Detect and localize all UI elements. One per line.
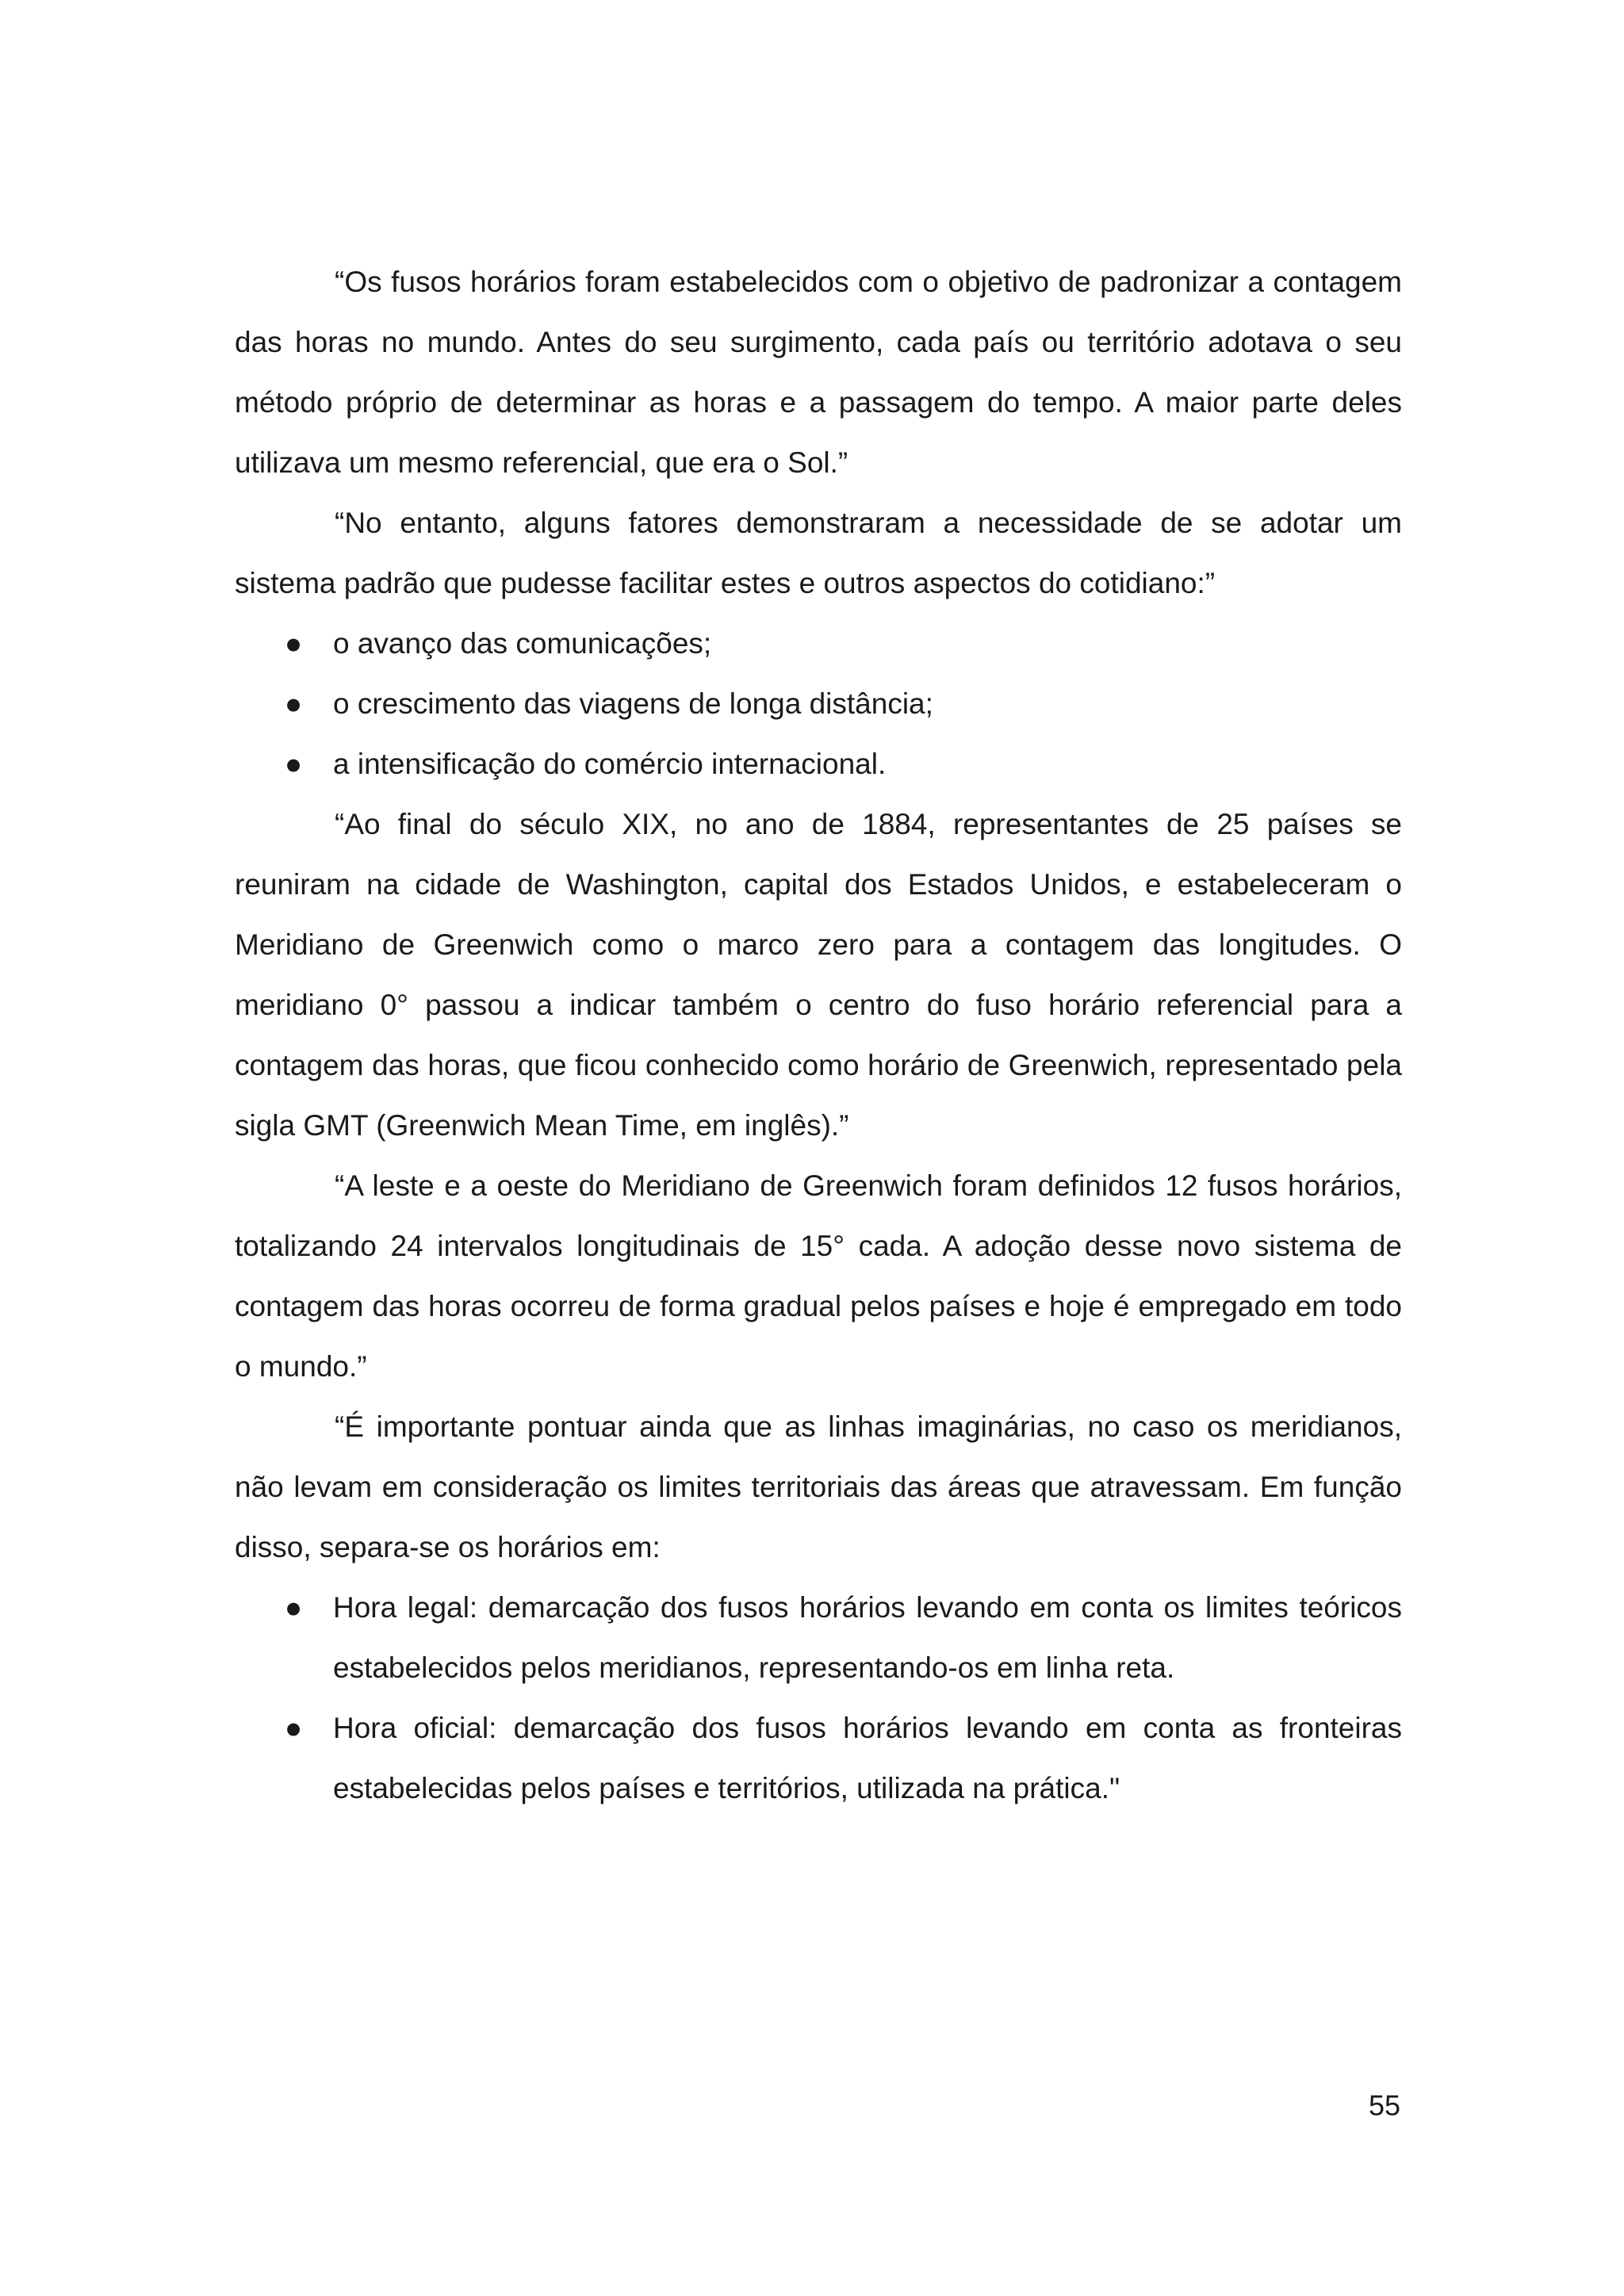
paragraph-24-zones: “A leste e a oeste do Meridiano de Greenwich foram definidos 12 fusos horários, totalizando 24 intervalos longitudinais de 15° cada. A adoção desse novo sistema de contagem das horas ocorreu de forma gradual pelos países e hoje é empregado em todo o mundo.”: [235, 1169, 1402, 1383]
factors-list: [235, 614, 1402, 794]
list-item: [235, 614, 1402, 674]
bullet-icon: ●: [284, 748, 303, 780]
paragraph-greenwich: “Ao final do século XIX, no ano de 1884, representantes de 25 países se reuniram na cidade de Washington, capital dos Estados Unidos, e estabeleceram o Meridiano de Greenwich como o marco zero para a contagem das longitudes. O meridiano 0° passou a indicar também o centro do fuso horário referencial para a contagem das horas, que ficou conhecido como horário de Greenwich, representado pela sigla GMT (Greenwich Mean Time, em inglês).”: [235, 808, 1402, 1142]
page-number: 55: [1368, 2089, 1400, 2122]
list-item-text: o avanço das comunicações;: [333, 627, 712, 660]
paragraph-time-zones-intro: “Os fusos horários foram estabelecidos com o objetivo de padronizar a contagem das horas no mundo. Antes do seu surgimento, cada país ou território adotava o seu método próprio de determinar as horas e a passagem do tempo. A maior parte deles utilizava um mesmo referencial, que era o Sol.”: [235, 266, 1402, 479]
list-item: [235, 674, 1402, 734]
bullet-icon: ●: [284, 687, 303, 720]
list-item-text: Hora legal: demarcação dos fusos horários levando em conta os limites teóricos estabelecidos pelos meridianos, representando-os em linha reta.: [333, 1591, 1402, 1684]
paragraph-imaginary-lines: “É importante pontuar ainda que as linhas imaginárias, no caso os meridianos, não levam em consideração os limites territoriais das áreas que atravessam. Em função disso, separa-se os horários em:: [235, 1410, 1402, 1563]
bullet-icon: ●: [284, 1712, 303, 1744]
paragraph-factors: “No entanto, alguns fatores demonstraram a necessidade de se adotar um sistema padrão que pudesse facilitar estes e outros aspectos do cotidiano:”: [235, 507, 1402, 599]
list-item-text: o crescimento das viagens de longa distância;: [333, 687, 933, 720]
hour-types-list: [235, 1578, 1402, 1819]
list-item: [235, 1578, 1402, 1698]
bullet-icon: ●: [284, 627, 303, 660]
list-item-text: a intensificação do comércio internacional.: [333, 748, 887, 780]
bullet-icon: ●: [284, 1591, 303, 1624]
document-body: [235, 252, 1402, 1819]
list-item-text: Hora oficial: demarcação dos fusos horários levando em conta as fronteiras estabelecidas pelos países e territórios, utilizada na prática.": [333, 1712, 1402, 1804]
list-item: [235, 734, 1402, 794]
list-item: [235, 1698, 1402, 1819]
